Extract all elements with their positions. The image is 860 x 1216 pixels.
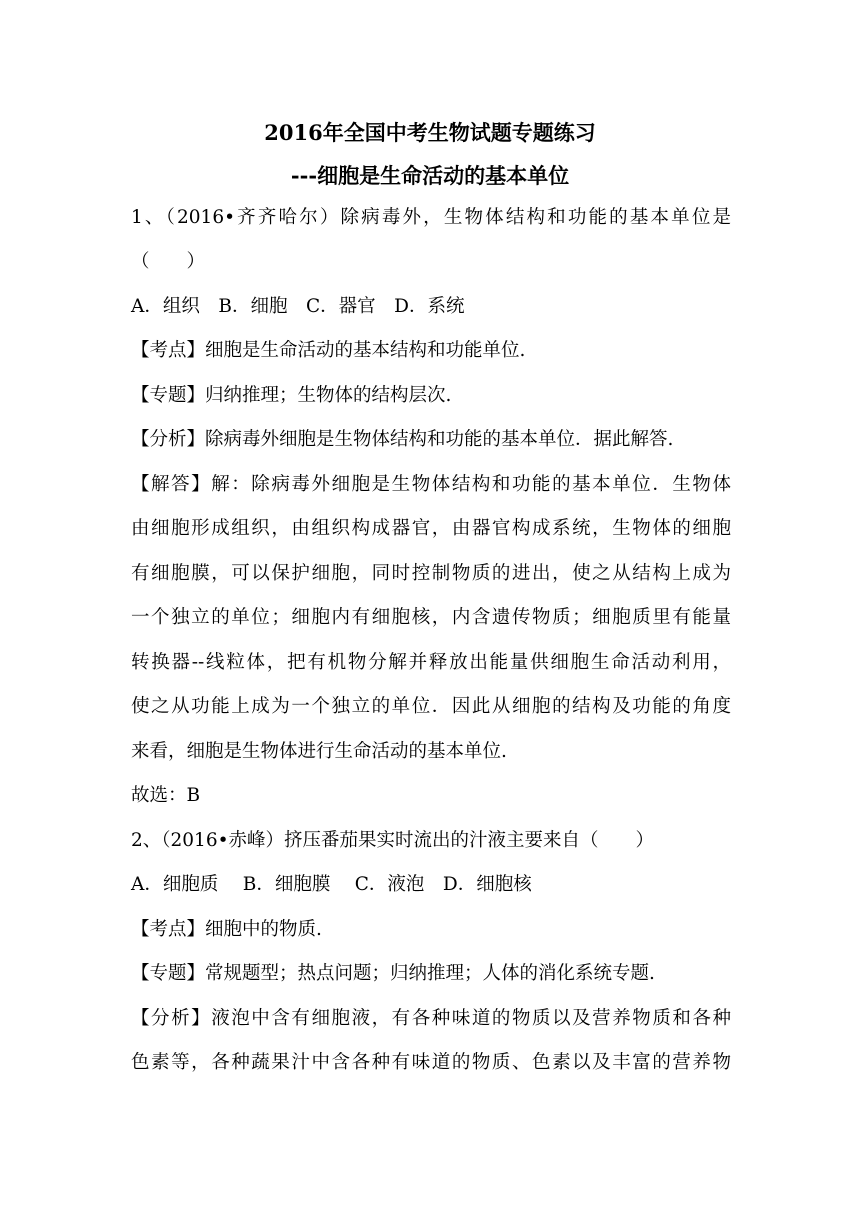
q1-jieda-line: 转换器--线粒体，把有机物分解并释放出能量供细胞生命活动利用， [131, 652, 731, 673]
q2-options: A．细胞质 B．细胞膜 C．液泡 D．细胞核 [131, 874, 532, 895]
q2-fenxi-line: 【分析】液泡中含有细胞液，有各种味道的物质以及营养物质和各种 [131, 1008, 731, 1029]
q1-jieda-line: 来看，细胞是生物体进行生命活动的基本单位. [131, 741, 507, 762]
q1-jieda-line: 有细胞膜，可以保护细胞，同时控制物质的进出，使之从结构上成为 [131, 563, 731, 584]
q1-answer: 故选：B [131, 785, 201, 806]
q1-jieda-line: 由细胞形成组织，由组织构成器官，由器官构成系统，生物体的细胞 [131, 518, 731, 539]
q2-stem: 2、（2016•赤峰）挤压番茄果实时流出的汁液主要来自（ ） [131, 830, 655, 851]
q1-jieda-line: 使之从功能上成为一个独立的单位．因此从细胞的结构及功能的角度 [131, 696, 731, 717]
document-title: 2016年全国中考生物试题专题练习 [264, 120, 596, 145]
q2-zhuanti: 【专题】常规题型；热点问题；归纳推理；人体的消化系统专题. [131, 963, 655, 984]
q2-fenxi-line: 色素等，各种蔬果汁中含各种有味道的物质、色素以及丰富的营养物 [131, 1052, 731, 1073]
q1-kaodian: 【考点】细胞是生命活动的基本结构和功能单位. [131, 340, 526, 361]
q1-stem-bracket: （ ） [131, 251, 206, 272]
q1-options: A．组织 B．细胞 C．器官 D．系统 [131, 296, 465, 317]
q1-fenxi: 【分析】除病毒外细胞是生物体结构和功能的基本单位．据此解答. [131, 429, 674, 450]
q1-jieda-line: 一个独立的单位；细胞内有细胞核，内含遗传物质；细胞质里有能量 [131, 607, 731, 628]
q1-zhuanti: 【专题】归纳推理；生物体的结构层次. [131, 385, 452, 406]
document-subtitle: ---细胞是生命活动的基本单位 [290, 163, 570, 188]
q1-stem: 1、（2016•齐齐哈尔）除病毒外，生物体结构和功能的基本单位是 [131, 207, 731, 228]
q1-jieda-line: 【解答】解：除病毒外细胞是生物体结构和功能的基本单位．生物体 [131, 474, 731, 495]
q2-kaodian: 【考点】细胞中的物质. [131, 919, 322, 940]
